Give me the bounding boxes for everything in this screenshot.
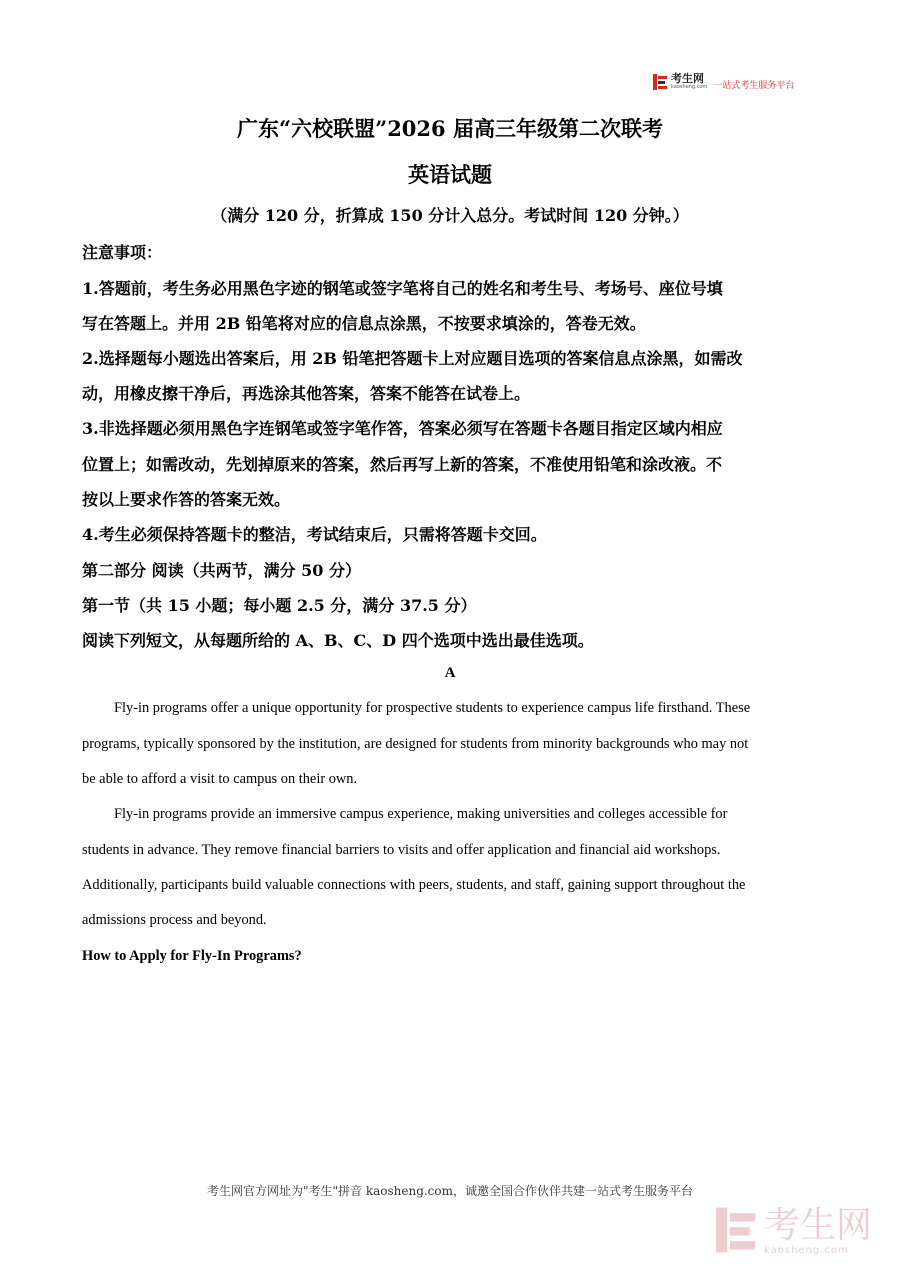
note-line: 按以上要求作答的答案无效。	[82, 490, 291, 509]
passage-line: be able to afford a visit to campus on their own.	[82, 771, 358, 787]
note-line: 2.选择题每小题选出答案后，用 2B 铅笔把答题卡上对应题目选项的答案信息点涂黑，如需改	[82, 349, 743, 368]
passage-line: Additionally, participants build valuable connections with peers, students, and staff, gaining support throughout the	[82, 877, 746, 893]
kaosheng-watermark-icon	[716, 1206, 758, 1258]
passage-line: students in advance. They remove financial barriers to visits and offer application and financial aid workshops.	[82, 842, 721, 858]
passage-line: Fly-in programs provide an immersive campus experience, making universities and colleges accessible for	[114, 806, 728, 822]
note-line: 位置上；如需改动，先划掉原来的答案，然后再写上新的答案，不准使用铅笔和涂改液。不	[82, 455, 723, 474]
passage-label: A	[444, 665, 456, 681]
footer-text: 考生网官方网址为"考生"拼音 kaosheng.com，诚邀全国合作伙伴共建一站式考生服务平台	[206, 1184, 694, 1198]
exam-subject: 英语试题	[408, 162, 492, 187]
watermark-url: kaosheng.com	[764, 1245, 849, 1256]
score-note: （满分 120 分，折算成 150 分计入总分。考试时间 120 分钟。）	[211, 206, 689, 225]
part-heading: 第二部分 阅读（共两节，满分 50 分）	[82, 561, 361, 580]
notes-heading: 注意事项：	[82, 243, 163, 262]
note-line: 3.非选择题必须用黑色字连钢笔或签字笔作答，答案必须写在答题卡各题目指定区域内相应	[82, 419, 723, 438]
brand-name: 考生网	[671, 72, 704, 85]
note-line: 4.考生必须保持答题卡的整洁，考试结束后，只需将答题卡交回。	[82, 525, 547, 544]
passage-line: admissions process and beyond.	[82, 912, 267, 928]
passage-line: Fly-in programs offer a unique opportunity for prospective students to experience campus life firsthand. These	[114, 700, 751, 716]
passage-subheading: How to Apply for Fly-In Programs?	[82, 948, 302, 964]
watermark-brand: 考生网	[764, 1205, 873, 1246]
brand-logo	[653, 72, 794, 91]
passage-line: programs, typically sponsored by the institution, are designed for students from minority backgrounds who may not	[82, 736, 749, 752]
note-line: 写在答题上。并用 2B 铅笔将对应的信息点涂黑，不按要求填涂的，答卷无效。	[82, 314, 646, 333]
kaosheng-logo-icon	[653, 74, 668, 90]
exam-title: 广东“六校联盟”2026 届高三年级第二次联考	[237, 116, 663, 141]
note-line: 1.答题前，考生务必用黑色字迹的钢笔或签字笔将自己的姓名和考生号、考场号、座位号填	[82, 279, 723, 298]
section-heading: 第一节（共 15 小题；每小题 2.5 分，满分 37.5 分）	[82, 596, 477, 615]
instruction: 阅读下列短文，从每题所给的 A、B、C、D 四个选项中选出最佳选项。	[82, 631, 594, 650]
watermark	[716, 1206, 872, 1258]
note-line: 动，用橡皮擦干净后，再选涂其他答案，答案不能答在试卷上。	[82, 384, 531, 403]
brand-url: kaosheng.com	[671, 84, 708, 90]
brand-slogan: 一站式考生服务平台	[713, 81, 795, 91]
